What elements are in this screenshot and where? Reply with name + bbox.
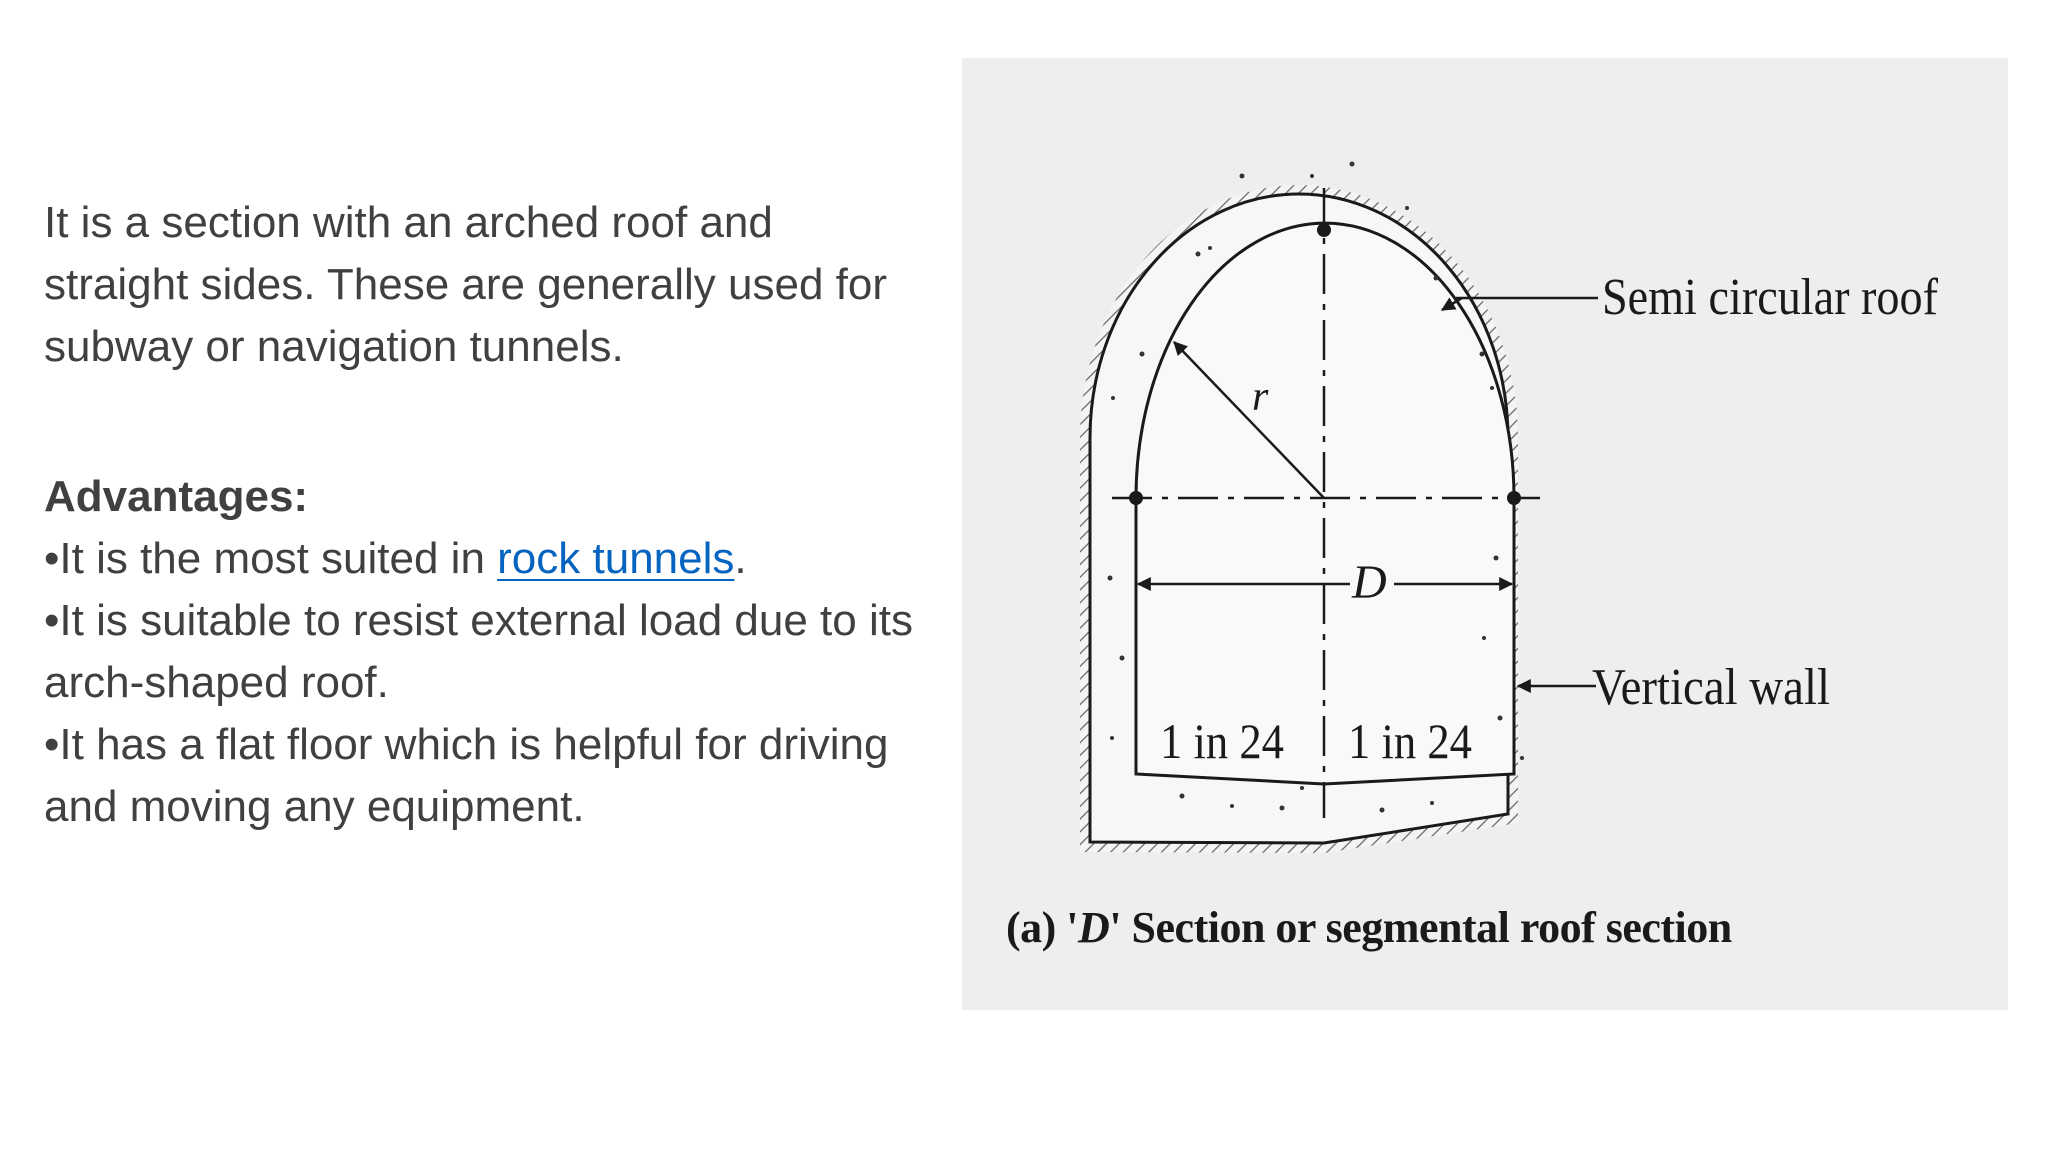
- rock-tunnels-link[interactable]: rock tunnels: [497, 534, 735, 583]
- bullet: •: [44, 720, 60, 769]
- advantages-section: [44, 466, 924, 838]
- advantages-heading: Advantages:: [44, 472, 309, 521]
- caption-prefix: (a) ': [1006, 903, 1079, 952]
- bullet: •: [44, 596, 60, 645]
- left-springing-point: [1129, 491, 1143, 505]
- caption-d: D: [1078, 903, 1110, 952]
- bullet: •: [44, 534, 60, 583]
- advantage-1-suffix: .: [734, 534, 747, 583]
- advantage-item-3: [44, 714, 924, 838]
- advantage-2-text: It is suitable to resist external load due to its arch-shaped roof.: [44, 596, 913, 707]
- slope-label-left: 1 in 24: [1160, 713, 1284, 769]
- radius-label: r: [1252, 374, 1269, 420]
- d-section-diagram: [962, 58, 2008, 1010]
- crown-point: [1317, 223, 1331, 237]
- intro-paragraph: [44, 192, 924, 378]
- advantage-1-prefix: It is the most suited in: [59, 534, 498, 583]
- advantage-3-text: It has a flat floor which is helpful for driving and moving any equipment.: [44, 720, 889, 831]
- right-springing-point: [1507, 491, 1521, 505]
- width-label: D: [1352, 556, 1387, 609]
- slope-label-right: 1 in 24: [1348, 713, 1472, 769]
- caption-suffix: ' Section or segmental roof section: [1109, 903, 1732, 952]
- figure-caption: [1006, 902, 1732, 953]
- intro-text: It is a section with an arched roof and straight sides. These are generally used for subway or navigation tunnels.: [44, 198, 887, 371]
- advantage-item-2: [44, 590, 924, 714]
- d-section-figure: [962, 58, 2008, 1010]
- advantage-item-1: [44, 528, 924, 590]
- roof-label: Semi circular roof: [1602, 269, 1939, 326]
- slide-text: [44, 192, 924, 838]
- wall-label: Vertical wall: [1592, 659, 1830, 716]
